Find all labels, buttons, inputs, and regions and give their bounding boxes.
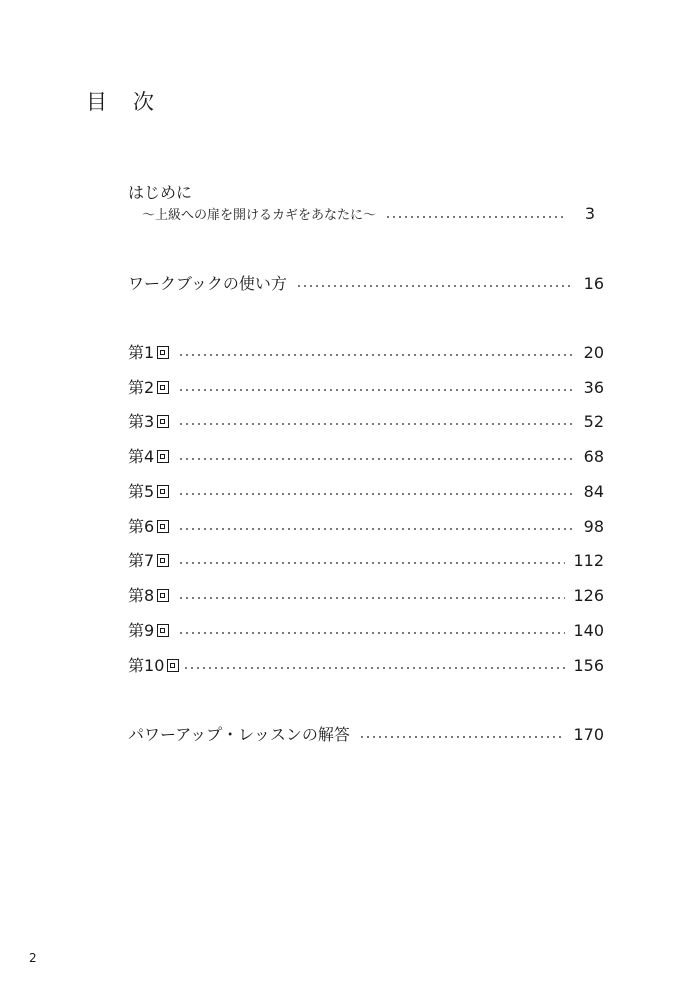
toc-entry-lesson-3[interactable] [128, 412, 604, 432]
toc-page-number: 52 [583, 412, 604, 431]
dot-leader [178, 527, 574, 531]
toc-label: 第6 [128, 517, 169, 537]
toc-label: 第4 [128, 447, 169, 467]
toc-entry-lesson-8[interactable] [128, 586, 604, 606]
dot-leader [183, 666, 565, 670]
dot-leader [359, 735, 566, 739]
dot-leader [178, 422, 574, 426]
kai-glyph [157, 589, 169, 602]
toc-label: 第10 [128, 656, 179, 676]
toc-entry-lesson-6[interactable] [128, 517, 604, 537]
toc-page-number: 20 [583, 343, 604, 362]
page-number-footer: 2 [29, 951, 37, 965]
toc-page-number: 156 [573, 656, 604, 675]
dot-leader [296, 284, 574, 288]
page-title [86, 86, 154, 116]
toc-page-number: 68 [583, 447, 604, 466]
kai-glyph [167, 659, 179, 672]
toc-page-number: 170 [573, 725, 604, 744]
title-char-2: 次 [133, 90, 154, 114]
toc-entry-answers[interactable] [128, 725, 604, 745]
dot-leader [178, 353, 574, 357]
dot-leader [385, 215, 565, 219]
toc-label: ワークブックの使い方 [128, 274, 287, 293]
toc-entry-intro[interactable] [128, 204, 604, 226]
kai-glyph [157, 415, 169, 428]
toc-entry-lesson-7[interactable] [128, 551, 604, 571]
toc-page-number: 126 [573, 586, 604, 605]
kai-glyph [157, 485, 169, 498]
toc-intro-heading: はじめに [128, 183, 193, 202]
toc-label: 第2 [128, 378, 169, 398]
kai-glyph [157, 624, 169, 637]
kai-glyph [157, 520, 169, 533]
toc-label: 第9 [128, 621, 169, 641]
kai-glyph [157, 450, 169, 463]
toc-page-number: 98 [583, 517, 604, 536]
toc-entry-lesson-9[interactable] [128, 621, 604, 641]
toc-entry-lesson-2[interactable] [128, 378, 604, 398]
toc-page-number: 112 [573, 551, 604, 570]
toc-entry-lesson-10[interactable] [128, 656, 604, 676]
toc-label: 第8 [128, 586, 169, 606]
toc-label: 第5 [128, 482, 169, 502]
toc-entry-lesson-5[interactable] [128, 482, 604, 502]
toc-intro-subtitle: 〜上級への扉を開けるカギをあなたに〜 [142, 208, 377, 223]
toc-page-number: 3 [584, 204, 595, 223]
toc-page-number: 16 [583, 274, 604, 293]
toc-label: 第7 [128, 551, 169, 571]
toc-page-number: 36 [583, 378, 604, 397]
toc-entry-lesson-1[interactable] [128, 343, 604, 363]
toc-label: 第1 [128, 343, 169, 363]
dot-leader [178, 561, 565, 565]
toc-page-number: 84 [583, 482, 604, 501]
dot-leader [178, 492, 574, 496]
dot-leader [178, 631, 565, 635]
dot-leader [178, 596, 565, 600]
toc-entry-workbook[interactable] [128, 274, 604, 294]
toc-entry-lesson-4[interactable] [128, 447, 604, 467]
kai-glyph [157, 381, 169, 394]
kai-glyph [157, 554, 169, 567]
dot-leader [178, 388, 574, 392]
title-char-1: 目 [86, 90, 107, 114]
kai-glyph [157, 346, 169, 359]
toc-label: 第3 [128, 412, 169, 432]
toc-page-number: 140 [573, 621, 604, 640]
toc-label: パワーアップ・レッスンの解答 [128, 725, 350, 744]
dot-leader [178, 457, 574, 461]
